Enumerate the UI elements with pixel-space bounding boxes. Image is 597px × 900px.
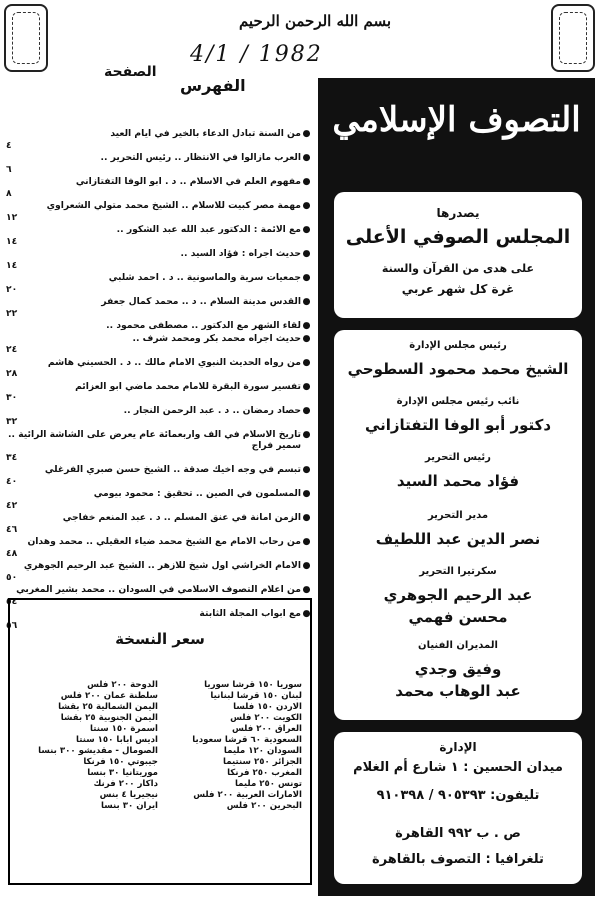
council-name: المجلس الصوفي الأعلى [345, 226, 571, 248]
toc-title: حصاد رمضان .. د . عبد الرحمن النجار .. [123, 404, 301, 416]
toc-item [6, 488, 312, 511]
admin-address: ميدان الحسين : ١ شارع أم الغلام [353, 760, 563, 775]
toc-item [6, 536, 312, 559]
toc-item [6, 176, 312, 199]
price-row: الدوحة ٢٠٠ فلس [87, 680, 158, 690]
staff-name: الشيخ محمد محمود السطوحي [347, 360, 569, 378]
price-row: سوريا ١٥٠ قرشا سوريا [204, 680, 302, 690]
admin-label: الإدارة [439, 740, 477, 754]
price-column-left [16, 680, 158, 812]
bullet-icon: ● [302, 560, 311, 571]
bullet-icon: ● [302, 332, 311, 344]
admin-pobox: ص . ب ٩٩٢ القاهرة [395, 826, 521, 841]
page-column-label: الصفحة [104, 64, 157, 80]
price-row: السودان ١٢٠ مليما [223, 746, 302, 756]
toc-title: مع ابواب المجلة الثابتة [199, 608, 301, 619]
price-row: السعودية ٦٠ قرشا سعوديا [192, 735, 302, 745]
bullet-icon: ● [302, 320, 311, 331]
price-row: البحرين ٢٠٠ فلس [226, 801, 302, 811]
price-row: تونس ٢٥٠ مليما [234, 779, 302, 789]
price-row: الجزائر ٢٥٠ سنتيما [223, 757, 302, 767]
index-title: الفهرس [180, 76, 246, 95]
price-row: اديس ابابا ١٥٠ سنتا [75, 735, 158, 745]
bullet-icon: ● [302, 380, 311, 392]
bullet-icon: ● [302, 428, 311, 440]
bullet-icon: ● [302, 200, 311, 211]
toc-page: ٤٦ [6, 523, 18, 535]
toc-page: ٣٠ [6, 392, 18, 403]
corner-ornament-icon [551, 4, 595, 72]
admin-telegraph: تلغرافيا : التصوف بالقاهرة [372, 852, 544, 867]
toc-item [6, 224, 312, 247]
toc-title: مفهوم العلم في الاسلام .. د . ابو الوفا التفتازاني [75, 176, 301, 187]
toc-title: من اعلام التصوف الاسلامي في السودان .. محمد بشير المغربي [16, 584, 301, 595]
staff-role: رئيس مجلس الإدارة [409, 340, 507, 351]
toc-page: ٤٢ [6, 499, 18, 511]
price-row: موريتانيا ٣٠ بنسا [87, 768, 158, 778]
price-row: اليمن الجنوبية ٢٥ بقشا [60, 713, 158, 723]
magazine-title: التصوف الإسلامي [332, 100, 581, 140]
bullet-icon: ● [302, 488, 311, 499]
toc-page: ٣٤ [6, 451, 18, 463]
toc-page: ٤٨ [6, 547, 18, 559]
bullet-icon: ● [302, 404, 311, 416]
price-row: الامارات العربية ٢٠٠ فلس [193, 790, 302, 800]
staff-name: عبد الرحيم الجوهري [383, 586, 533, 604]
toc-title: المسلمون في الصين .. تحقيق : محمود بيومي [93, 488, 301, 499]
price-row: المغرب ٢٥٠ فرنكا [227, 768, 302, 778]
toc-page: ٥٠ [6, 571, 18, 583]
toc-title: الامام الخراشي اول شيخ للازهر .. الشيخ عبد الرحيم الجوهري [23, 560, 301, 571]
toc-title: من رواه الحديث النبوي الامام مالك .. د . الحسيني هاشم [47, 356, 301, 368]
toc-item [6, 381, 312, 404]
toc-title: الزمن امانة في عنق المسلم .. د . عبد المنعم خفاجي [62, 512, 301, 523]
bullet-icon: ● [302, 176, 311, 187]
bullet-icon: ● [302, 512, 311, 523]
toc-title: مهمة مصر كبيت للاسلام .. الشيخ محمد متولي الشعراوي [46, 200, 301, 211]
staff-role: المديران الفنيان [418, 640, 498, 651]
price-row: الصومال - مقديشو ٣٠٠ بنسا [38, 746, 158, 756]
bullet-icon: ● [302, 272, 311, 283]
toc-item [6, 248, 312, 271]
bullet-icon: ● [302, 128, 311, 139]
toc-item [6, 405, 312, 428]
toc-item [6, 333, 312, 356]
price-title: سعر النسخة [115, 630, 205, 648]
price-row: الاردن ١٥٠ فلسا [233, 702, 302, 712]
toc-page: ١٢ [6, 211, 18, 223]
staff-name: محسن فهمي [408, 608, 508, 626]
toc-title: حديث اجراه محمد بكر ومحمد شرف .. [132, 332, 301, 344]
price-row: أسمرة ١٥٠ سنتا [89, 724, 158, 734]
guidance-line: على هدى من القرآن والسنة [381, 262, 535, 275]
bullet-icon: ● [302, 536, 311, 547]
bullet-icon: ● [302, 584, 311, 595]
toc-title: تبسم في وجه اخيك صدقة .. الشيخ حسن صبري الفرغلي [44, 464, 301, 475]
toc-item [6, 152, 312, 175]
price-row: الكويت ٢٠٠ فلس [230, 713, 302, 723]
staff-name: دكتور أبو الوفا التفتازاني [364, 416, 552, 434]
basmala: بسم الله الرحمن الرحيم [238, 12, 392, 30]
staff-role: نائب رئيس مجلس الإدارة [396, 396, 520, 407]
toc-item [6, 128, 312, 151]
handwritten-date: 4/1 / 1982 [190, 42, 323, 67]
bullet-icon: ● [302, 296, 311, 307]
price-row: لبنان ١٥٠ قرشا لبنانيا [210, 691, 302, 701]
toc-page: ٢٤ [6, 344, 18, 355]
toc-page: ٥٤ [6, 595, 18, 607]
toc-item [6, 357, 312, 380]
toc-page: ٨ [6, 187, 12, 199]
price-row: نيجيريا ٤ بنس [99, 790, 158, 800]
toc-page: ١٤ [6, 235, 18, 247]
staff-role: مدير التحرير [427, 510, 489, 521]
price-row: ايران ٣٠ بنسا [101, 801, 158, 811]
toc-item [6, 464, 312, 487]
toc-title: تاريخ الاسلام في الف واربعمائة عام يعرض على الشاشة الرائية .. سمير فراج [8, 428, 301, 451]
price-row: اليمن الشمالية ٢٥ بقشا [58, 702, 158, 712]
toc-page: ٤ [6, 139, 12, 151]
toc-title: مع الائمة : الدكتور عبد الله عبد الشكور .. [116, 224, 301, 235]
price-row: داكار ٢٠٠ فرنك [93, 779, 158, 789]
toc-page: ٥٦ [6, 619, 18, 631]
staff-name: نصر الدين عبد اللطيف [375, 530, 541, 548]
toc-title: تفسير سورة البقرة للامام محمد ماضي ابو العزائم [75, 380, 301, 392]
bullet-icon: ● [302, 356, 311, 368]
toc-item [6, 512, 312, 535]
toc-title: حديث اجراه : فؤاد السيد .. [180, 248, 301, 259]
staff-role: رئيس التحرير [425, 452, 491, 463]
price-row: العراق ٢٠٠ فلس [231, 724, 302, 734]
corner-ornament-icon [4, 4, 48, 72]
toc-page: ٣٢ [6, 416, 18, 427]
table-of-contents [6, 128, 312, 631]
toc-page: ٢٢ [6, 307, 18, 319]
price-row: جيبوتي ١٥٠ فرنكا [83, 757, 158, 767]
issued-by: يصدرها [436, 206, 480, 220]
bullet-icon: ● [302, 224, 311, 235]
price-column-right [166, 680, 302, 812]
toc-page: ٢٠ [6, 283, 18, 295]
bullet-icon: ● [302, 152, 311, 163]
toc-item [6, 320, 312, 332]
toc-title: القدس مدينة السلام .. د .. محمد كمال جعفر [101, 296, 301, 307]
toc-title: العرب مازالوا في الانتظار .. رئيس التحرير .. [100, 152, 301, 163]
toc-title: لقاء الشهر مع الدكتور .. مصطفى محمود .. [106, 320, 301, 331]
staff-role: سكرتيرا التحرير [419, 566, 497, 577]
staff-name: عبد الوهاب محمد [395, 682, 521, 700]
toc-page: ٢٨ [6, 368, 18, 379]
toc-title: جمعيات سرية والماسونية .. د . احمد شلبي [108, 272, 301, 283]
toc-item [6, 200, 312, 223]
frequency-line: غرة كل شهر عربي [401, 282, 515, 296]
toc-item [6, 272, 312, 295]
bullet-icon: ● [302, 248, 311, 259]
toc-page: ٤٠ [6, 475, 18, 487]
price-row: سلطنة عمان ٢٠٠ فلس [60, 691, 158, 701]
staff-name: فؤاد محمد السيد [396, 472, 520, 490]
toc-title: من السنة تبادل الدعاء بالخير في ايام العيد [110, 128, 301, 139]
staff-name: وفيق وجدي [414, 660, 502, 678]
bullet-icon: ● [302, 608, 311, 619]
toc-item [6, 560, 312, 583]
toc-page: ١٤ [6, 259, 18, 271]
toc-title: من رحاب الامام مع الشيخ محمد ضياء العقيلي .. محمد وهدان [27, 536, 301, 547]
toc-page: ٦ [6, 163, 12, 175]
toc-item [6, 296, 312, 319]
bullet-icon: ● [302, 464, 311, 475]
admin-phone: تليفون: ٩٠٥٣٩٣ / ٩١٠٣٩٨ [376, 788, 540, 803]
toc-item [6, 429, 312, 464]
